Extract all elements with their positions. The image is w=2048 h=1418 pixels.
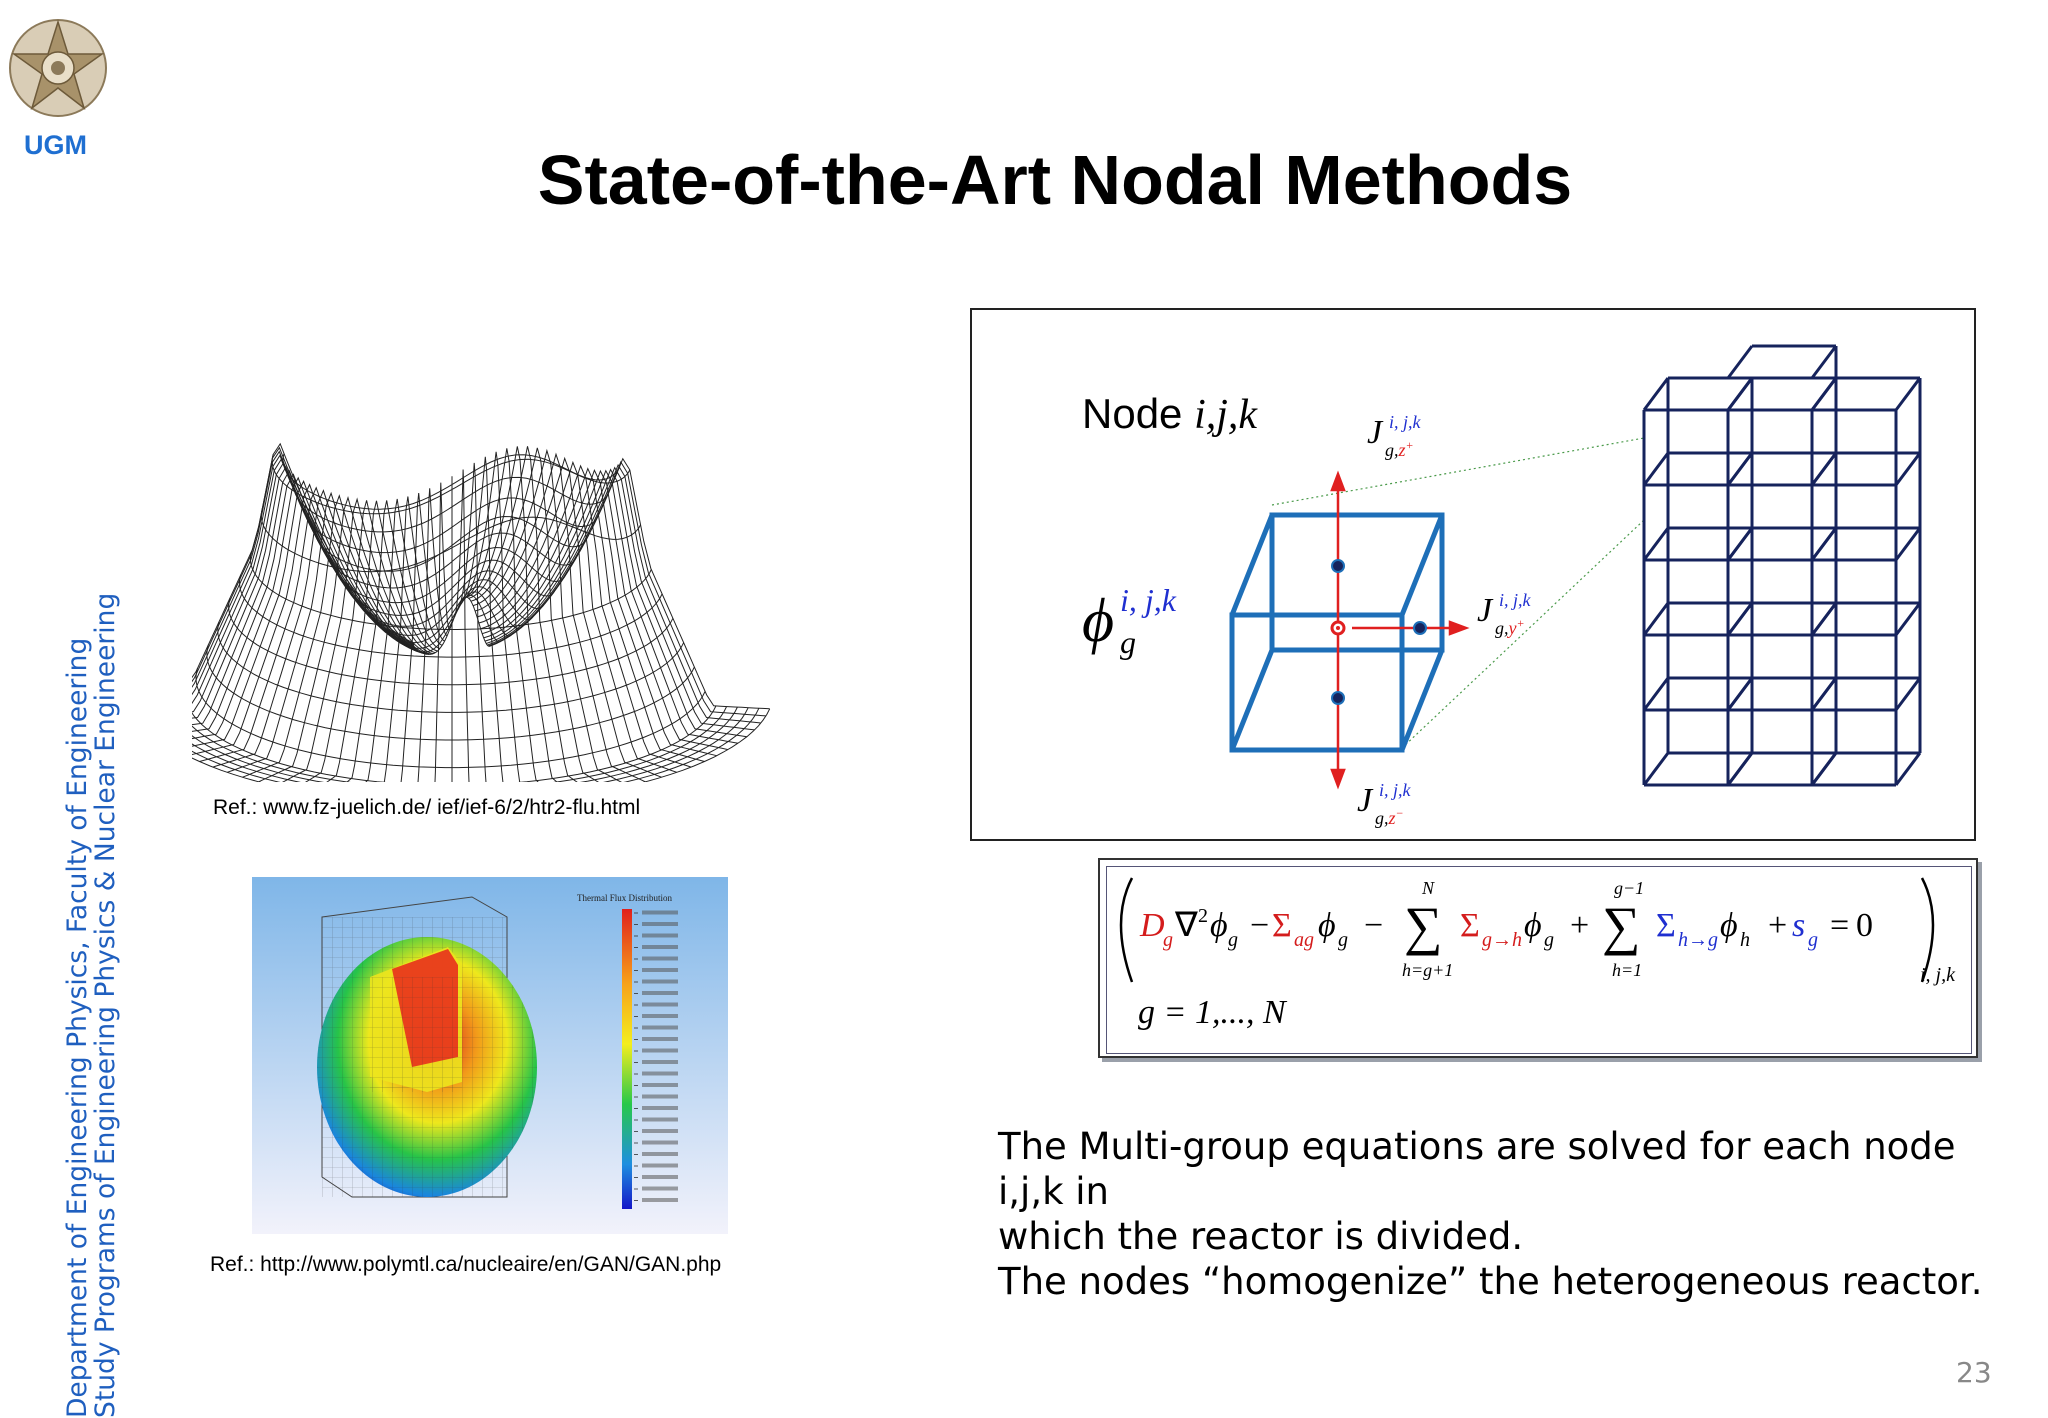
svg-text:g: g — [1808, 929, 1818, 951]
svg-text:∇: ∇ — [1175, 907, 1198, 944]
sidebar-line-2: Study Programs of Engineering Physics & Nuclear Engineering — [90, 592, 121, 1418]
svg-text:=: = — [1830, 907, 1850, 944]
svg-text:Σ: Σ — [1460, 907, 1480, 944]
phi-label: ϕ i, j,k g — [1082, 582, 1176, 660]
node-diagram — [970, 308, 1976, 841]
svg-text:ϕ: ϕ — [1720, 907, 1738, 944]
svg-text:2: 2 — [1198, 905, 1208, 927]
logo-text: UGM — [24, 130, 87, 160]
page-number: 23 — [1956, 1356, 1992, 1389]
equation-group-range: g = 1,..., N — [1138, 994, 1286, 1031]
current-z-plus-label: J i, j,k g,z+ — [1367, 412, 1421, 460]
body-line-3: The nodes “homogenize” the heterogeneous reactor. — [998, 1260, 1983, 1303]
svg-text:∑: ∑ — [1404, 896, 1443, 956]
multigroup-equation — [1098, 858, 1978, 1058]
sum2-upper-limit: g−1 — [1614, 878, 1645, 898]
svg-text:ϕ: ϕ — [1524, 907, 1542, 944]
svg-text:0: 0 — [1856, 907, 1873, 944]
svg-text:s: s — [1792, 907, 1806, 944]
department-sidebar — [62, 592, 154, 1418]
node-label-word: Node — [1082, 390, 1183, 437]
phi-subscript: g — [1120, 624, 1136, 660]
current-y-plus-label: J i, j,k g,y+ — [1477, 590, 1531, 638]
page-title: State-of-the-Art Nodal Methods — [537, 141, 1573, 219]
equation-subscript: i, j,k — [1920, 964, 1955, 986]
body-line-2: which the reactor is divided. — [998, 1215, 1524, 1258]
svg-text:h→g: h→g — [1678, 929, 1718, 951]
svg-text:+: + — [1768, 907, 1788, 944]
svg-text:g: g — [1163, 929, 1173, 951]
flux-surface-ref: Ref.: www.fz-juelich.de/ ief/ief-6/2/htr2-flu.html — [213, 796, 641, 819]
svg-text:Σ: Σ — [1656, 907, 1676, 944]
svg-text:g→h: g→h — [1482, 929, 1522, 951]
svg-text:D: D — [1140, 907, 1165, 944]
svg-text:g: g — [1228, 929, 1238, 951]
sum2-lower-limit: h=1 — [1612, 960, 1643, 980]
node-label — [1082, 390, 1257, 439]
svg-text:h: h — [1740, 929, 1750, 951]
svg-text:ϕ: ϕ — [1210, 907, 1228, 944]
thermal-flux-ref: Ref.: http://www.polymtl.ca/nucleaire/en/GAN/GAN.php — [210, 1253, 722, 1276]
body-text — [998, 1124, 1998, 1304]
sidebar-line-1: Department of Engineering Physics, Faculty of Engineering — [62, 637, 93, 1418]
svg-text:ϕ: ϕ — [1318, 907, 1336, 944]
svg-text:−: − — [1364, 907, 1384, 944]
svg-text:ag: ag — [1294, 929, 1314, 951]
svg-text:Σ: Σ — [1272, 907, 1292, 944]
university-seal-logo — [6, 16, 110, 120]
svg-text:−: − — [1250, 907, 1270, 944]
phi-superscript: i, j,k — [1120, 582, 1176, 618]
node-label-index: i,j,k — [1194, 392, 1258, 438]
svg-text:g: g — [1338, 929, 1348, 951]
sum1-lower-limit: h=g+1 — [1402, 960, 1454, 980]
thermal-flux-figure — [252, 877, 728, 1234]
flux-surface-figure — [192, 362, 782, 782]
reactor-node-lattice — [1644, 346, 1920, 785]
current-z-minus-label: J i, j,k g,z− — [1357, 780, 1411, 828]
sum1-upper-limit: N — [1422, 878, 1435, 898]
svg-text:+: + — [1570, 907, 1590, 944]
legend-title: Thermal Flux Distribution — [577, 893, 672, 903]
body-line-1: The Multi-group equations are solved for each node i,j,k in — [998, 1125, 1956, 1213]
svg-text:g: g — [1544, 929, 1554, 951]
svg-text:∑: ∑ — [1602, 896, 1641, 956]
